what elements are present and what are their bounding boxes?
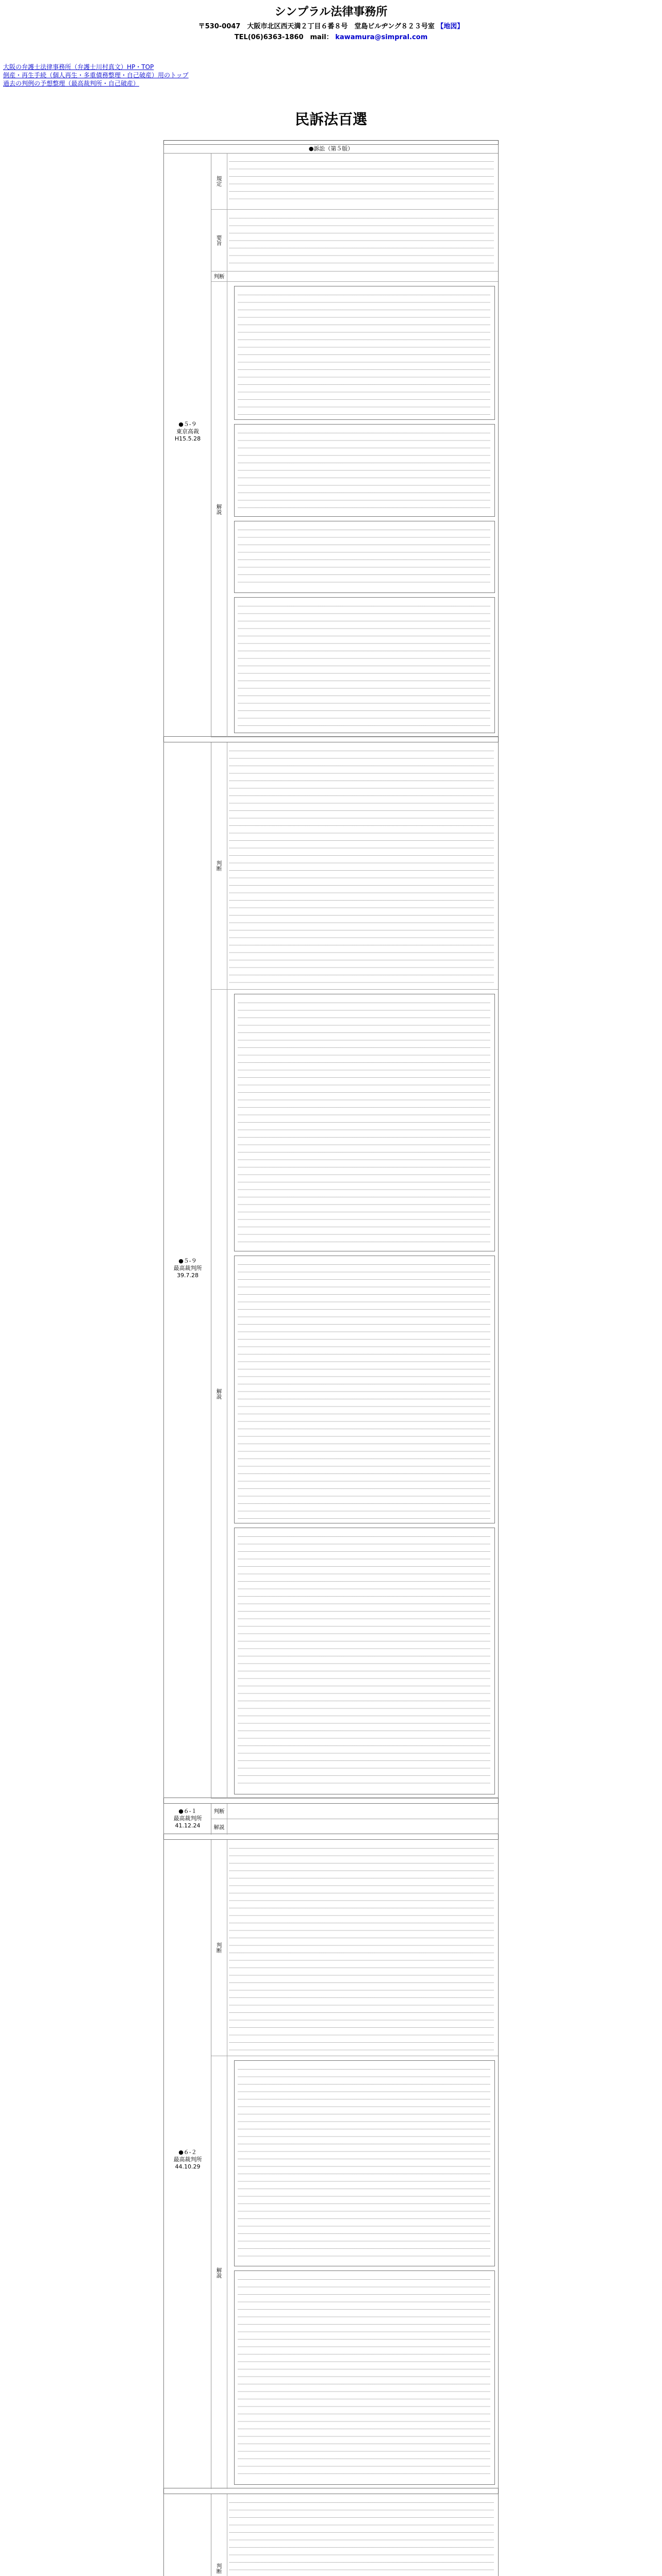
sub-box [234, 521, 495, 593]
text-block [238, 526, 490, 588]
row-tag: 判断 [211, 1804, 227, 1819]
row-judgment [211, 742, 498, 990]
row-tag: 解説 [211, 990, 227, 1798]
row-rule [211, 153, 498, 210]
row-tag: 規定 [211, 153, 227, 209]
email-link[interactable]: kawamura@simpral.com [335, 33, 428, 41]
sub-box [234, 2060, 495, 2266]
section-body [211, 2494, 498, 2576]
section-body [211, 742, 498, 1798]
row-commentary [211, 2056, 498, 2489]
sub-box [234, 286, 495, 420]
text-block [238, 2065, 490, 2262]
case-label-cell [164, 2494, 211, 2576]
sub-box [234, 424, 495, 517]
sub-box [234, 1528, 495, 1794]
case-label: ●６-１ 最高裁判所 41.12.24 [173, 1808, 202, 1829]
text-block [238, 602, 490, 728]
sub-box [234, 994, 495, 1251]
row-judgment [211, 2494, 498, 2576]
case-label-cell [164, 742, 211, 1799]
text-block [229, 214, 494, 267]
text-block [238, 2275, 490, 2480]
case-label: ●５-９ 東京高裁 H15.5.28 [174, 421, 201, 442]
row-commentary [211, 990, 498, 1799]
case-section-2 [163, 742, 499, 1798]
row-judgment [211, 1804, 498, 1819]
office-address [0, 21, 662, 30]
office-header [0, 0, 662, 41]
text-block [238, 291, 490, 415]
case-label-cell [164, 1840, 211, 2489]
row-tag: 解説 [211, 1819, 227, 1835]
text-block [238, 429, 490, 512]
text-block [238, 998, 490, 1247]
map-link[interactable]: 【地図】 [437, 23, 464, 30]
address-text: 〒530-0047 大阪市北区西天満２丁目６番８号 堂島ビルヂング８２３号室 [198, 23, 435, 30]
top-link-2[interactable]: 倒産・再生手続（個人再生・多重債務整理・自己破産）用のトップ [3, 72, 189, 79]
top-links [3, 63, 189, 88]
section-body [211, 1840, 498, 2488]
case-label-cell [164, 153, 211, 737]
case-label-cell [164, 1804, 211, 1835]
row-tag: 要旨 [211, 210, 227, 271]
case-section-5 [163, 2494, 499, 2576]
row-tag: 判断 [211, 2494, 227, 2576]
sub-box [234, 2270, 495, 2485]
case-label: ●６-２ 最高裁判所 44.10.29 [173, 2149, 202, 2170]
row-tag: 判断 [211, 1840, 227, 2056]
section-body [211, 1804, 498, 1834]
row-tag: 解説 [211, 282, 227, 737]
row-summary [211, 210, 498, 272]
sub-box [234, 1256, 495, 1523]
case-label: ●５-９ 最高裁判所 39.7.28 [173, 1258, 202, 1279]
page-title: 民訴法百選 [294, 111, 367, 128]
text-block [238, 1532, 490, 1790]
section-body [211, 153, 498, 736]
text-block [229, 157, 494, 205]
contact-text: TEL(06)6363-1860 mail： [234, 33, 333, 41]
row-tag: 解説 [211, 2056, 227, 2489]
office-contact [0, 31, 662, 41]
row-judgment [211, 272, 498, 282]
row-commentary [211, 282, 498, 737]
section-bar: ●訴訟（第５版） [164, 145, 498, 154]
row-judgment [211, 1840, 498, 2056]
top-link-1[interactable]: 大阪の弁護士法律事務所（弁護士川村真文）HP・TOP [3, 63, 154, 71]
sub-box [234, 597, 495, 733]
row-tag: 判断 [211, 742, 227, 989]
office-name: シンプラル法律事務所 [274, 6, 388, 19]
top-link-3[interactable]: 過去の判例の予想整理（最高裁判所・自己破産） [3, 80, 140, 87]
text-block [238, 1260, 490, 1519]
text-block [229, 747, 494, 985]
case-section-3 [163, 1803, 499, 1834]
text-block [229, 1844, 494, 2052]
row-tag: 判断 [211, 272, 227, 281]
case-section-4 [163, 1839, 499, 2488]
text-block [229, 2498, 494, 2576]
row-commentary [211, 1819, 498, 1835]
case-section-1 [163, 144, 499, 737]
